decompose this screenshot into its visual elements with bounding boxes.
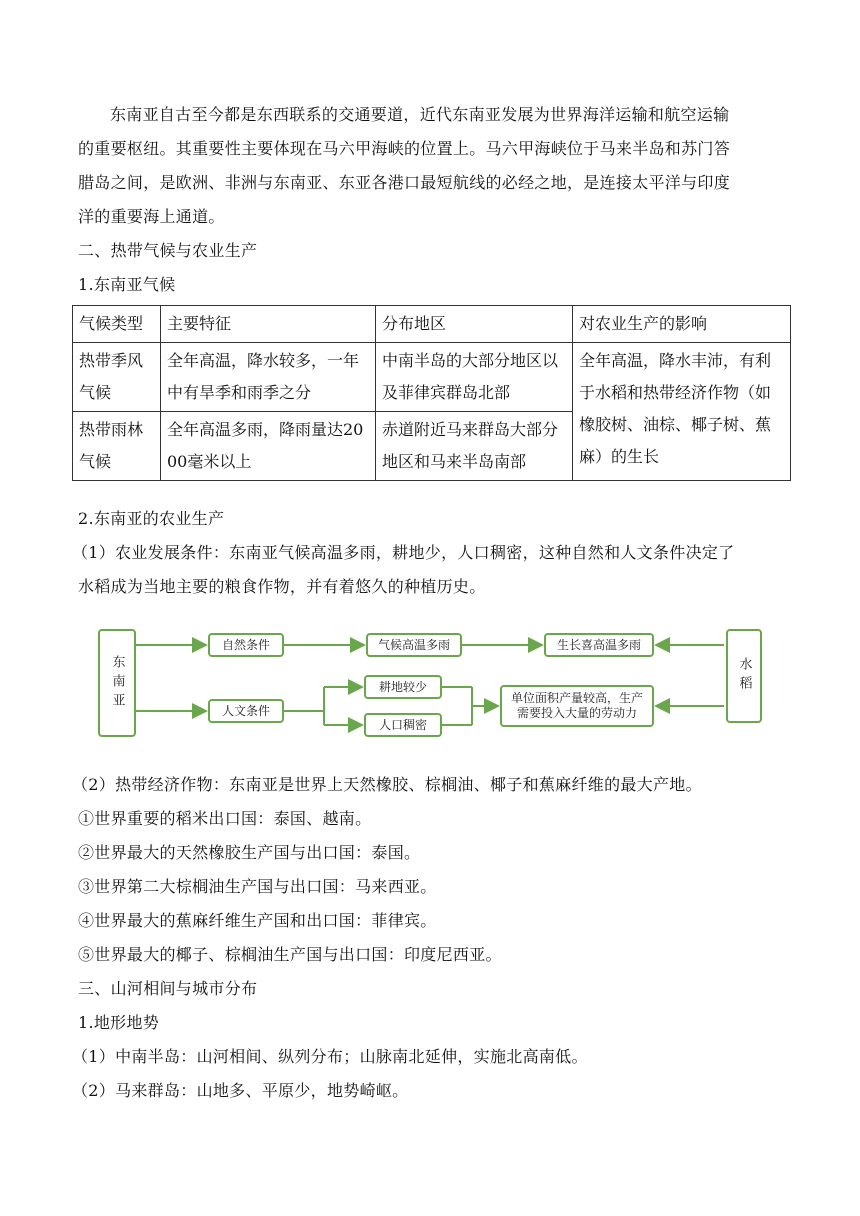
flow-node-natural: 自然条件 bbox=[208, 633, 284, 657]
rice-flowchart bbox=[98, 625, 764, 741]
list-item: ①世界重要的稻米出口国：泰国、越南。 bbox=[78, 809, 372, 828]
intro-line-1: 东南亚自古至今都是东西联系的交通要道，近代东南亚发展为世界海洋运输和航空运输 bbox=[110, 105, 730, 124]
climate-table bbox=[72, 305, 791, 481]
table-cell-feature: 全年高温，降水较多，一年中有旱季和雨季之分 bbox=[161, 343, 376, 412]
table-cell-type: 热带雨林气候 bbox=[73, 412, 161, 481]
section2-sub1: 1.东南亚气候 bbox=[78, 275, 176, 294]
flow-node-yield: 单位面积产量较高，生产需要投入大量的劳动力 bbox=[500, 685, 654, 727]
intro-line-4: 洋的重要海上通道。 bbox=[78, 207, 225, 226]
flow-node-climate: 气候高温多雨 bbox=[366, 633, 462, 657]
table-header-cell: 分布地区 bbox=[376, 306, 573, 343]
flow-node-human: 人文条件 bbox=[208, 699, 284, 723]
para1-line-1: （1）农业发展条件：东南亚气候高温多雨，耕地少，人口稠密，这种自然和人文条件决定了 bbox=[72, 543, 735, 562]
table-header-cell: 主要特征 bbox=[161, 306, 376, 343]
section2-sub2: 2.东南亚的农业生产 bbox=[78, 509, 225, 528]
intro-line-3: 腊岛之间，是欧洲、非洲与东南亚、东亚各港口最短航线的必经之地，是连接太平洋与印度 bbox=[78, 173, 731, 192]
flow-node-southeast-asia: 东南亚 bbox=[98, 629, 136, 737]
section2-title: 二、热带气候与农业生产 bbox=[78, 241, 258, 260]
intro-line-2: 的重要枢纽。其重要性主要体现在马六甲海峡的位置上。马六甲海峡位于马来半岛和苏门答 bbox=[78, 139, 731, 158]
section3-sub1: 1.地形地势 bbox=[78, 1013, 160, 1032]
list-item: ③世界第二大棕榈油生产国与出口国：马来西亚。 bbox=[78, 877, 437, 896]
flow-node-rice: 水稻 bbox=[726, 629, 762, 723]
table-cell-region: 赤道附近马来群岛大部分地区和马来半岛南部 bbox=[376, 412, 573, 481]
table-header-cell: 气候类型 bbox=[73, 306, 161, 343]
para1-line-2: 水稻成为当地主要的粮食作物，并有着悠久的种植历史。 bbox=[78, 577, 486, 596]
section3-p1: （1）中南半岛：山河相间、纵列分布；山脉南北延伸，实施北高南低。 bbox=[72, 1047, 588, 1066]
table-header-cell: 对农业生产的影响 bbox=[573, 306, 791, 343]
table-row bbox=[73, 343, 791, 412]
section3-p2: （2）马来群岛：山地多、平原少，地势崎岖。 bbox=[72, 1081, 409, 1100]
list-item: ②世界最大的天然橡胶生产国与出口国：泰国。 bbox=[78, 843, 421, 862]
para2: （2）热带经济作物：东南亚是世界上天然橡胶、棕榈油、椰子和蕉麻纤维的最大产地。 bbox=[72, 775, 702, 794]
flow-node-population: 人口稠密 bbox=[364, 713, 442, 737]
table-cell-feature: 全年高温多雨，降雨量达2000毫米以上 bbox=[161, 412, 376, 481]
table-cell-region: 中南半岛的大部分地区以及菲律宾群岛北部 bbox=[376, 343, 573, 412]
table-cell-type: 热带季风气候 bbox=[73, 343, 161, 412]
table-cell-influence: 全年高温，降水丰沛，有利于水稻和热带经济作物（如橡胶树、油棕、椰子树、蕉麻）的生长 bbox=[573, 343, 791, 481]
flow-node-farmland: 耕地较少 bbox=[364, 675, 442, 699]
section3-title: 三、山河相间与城市分布 bbox=[78, 979, 258, 998]
flow-node-likes: 生长喜高温多雨 bbox=[544, 633, 654, 657]
list-item: ⑤世界最大的椰子、棕榈油生产国与出口国：印度尼西亚。 bbox=[78, 945, 502, 964]
table-header-row bbox=[73, 306, 791, 343]
list-item: ④世界最大的蕉麻纤维生产国和出口国：菲律宾。 bbox=[78, 911, 437, 930]
